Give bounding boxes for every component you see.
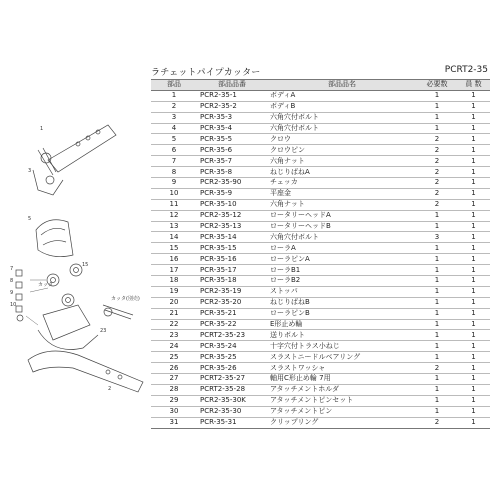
part-code: PCR-35-6	[197, 145, 267, 156]
part-name: 軸用C形止め輪 7用	[267, 374, 417, 385]
part-code: PCR-35-18	[197, 276, 267, 287]
header-name: 部品品名	[267, 80, 417, 91]
quantity: 1	[457, 341, 490, 352]
part-name: クロウ	[267, 134, 417, 145]
required-count: 1	[417, 286, 457, 297]
quantity: 1	[457, 134, 490, 145]
part-code: PCR2-35-19	[197, 286, 267, 297]
table-header-row	[151, 80, 490, 91]
part-code: PCR-35-10	[197, 199, 267, 210]
table-row	[151, 210, 490, 221]
part-number: 11	[151, 199, 197, 210]
quantity: 1	[457, 123, 490, 134]
table-row	[151, 188, 490, 199]
header-qty: 員 数	[457, 80, 490, 91]
table-row	[151, 178, 490, 189]
quantity: 1	[457, 374, 490, 385]
svg-text:8: 8	[10, 278, 14, 284]
quantity: 1	[457, 178, 490, 189]
quantity: 1	[457, 145, 490, 156]
required-count: 1	[417, 101, 457, 112]
part-number: 5	[151, 134, 197, 145]
part-number: 24	[151, 341, 197, 352]
part-code: PCR-35-24	[197, 341, 267, 352]
table-row	[151, 374, 490, 385]
svg-text:9: 9	[10, 290, 14, 296]
part-number: 6	[151, 145, 197, 156]
required-count: 1	[417, 319, 457, 330]
required-count: 1	[417, 384, 457, 395]
part-name: ボディA	[267, 90, 417, 101]
body-a-part	[48, 125, 116, 172]
document-title: ラチェットパイプカッター	[151, 68, 261, 78]
part-number: 15	[151, 243, 197, 254]
table-row	[151, 406, 490, 417]
part-name: アタッチメントピン	[267, 406, 417, 417]
quantity: 1	[457, 243, 490, 254]
part-name: ローラB2	[267, 276, 417, 287]
parts-table	[151, 79, 490, 429]
required-count: 1	[417, 90, 457, 101]
part-name: チェッカ	[267, 178, 417, 189]
exploded-parts-diagram	[8, 120, 148, 420]
table-row	[151, 112, 490, 123]
required-count: 1	[417, 243, 457, 254]
table-row	[151, 145, 490, 156]
quantity: 1	[457, 297, 490, 308]
table-row	[151, 134, 490, 145]
part-number: 12	[151, 210, 197, 221]
part-name: クロウピン	[267, 145, 417, 156]
svg-text:10: 10	[10, 302, 17, 308]
svg-text:1: 1	[40, 126, 44, 132]
part-number: 9	[151, 178, 197, 189]
part-name: 六角穴付ボルト	[267, 123, 417, 134]
required-count: 1	[417, 221, 457, 232]
part-code: PCR-35-15	[197, 243, 267, 254]
quantity: 1	[457, 90, 490, 101]
part-name: ロータリーヘッドA	[267, 210, 417, 221]
required-count: 1	[417, 374, 457, 385]
part-number: 4	[151, 123, 197, 134]
table-row	[151, 254, 490, 265]
part-code: PCR-35-9	[197, 188, 267, 199]
required-count: 1	[417, 210, 457, 221]
part-code: PCR2-35-1	[197, 90, 267, 101]
part-number: 17	[151, 265, 197, 276]
part-code: PCR2-35-30K	[197, 395, 267, 406]
required-count: 1	[417, 341, 457, 352]
part-number: 8	[151, 167, 197, 178]
cutter-label: カッタ	[38, 282, 53, 288]
table-row	[151, 276, 490, 287]
part-number: 10	[151, 188, 197, 199]
part-number: 7	[151, 156, 197, 167]
required-count: 2	[417, 134, 457, 145]
svg-text:7: 7	[10, 266, 14, 272]
part-code: PCR-35-21	[197, 308, 267, 319]
required-count: 2	[417, 199, 457, 210]
quantity: 1	[457, 417, 490, 428]
part-number: 21	[151, 308, 197, 319]
table-row	[151, 286, 490, 297]
quantity: 1	[457, 308, 490, 319]
part-code: PCR-35-17	[197, 265, 267, 276]
required-count: 2	[417, 188, 457, 199]
part-name: アタッチメントピンセット	[267, 395, 417, 406]
part-code: PCR-35-4	[197, 123, 267, 134]
table-row	[151, 199, 490, 210]
required-count: 1	[417, 352, 457, 363]
quantity: 1	[457, 286, 490, 297]
svg-text:23: 23	[100, 328, 107, 334]
table-row	[151, 417, 490, 428]
part-number: 19	[151, 286, 197, 297]
model-number: PCRT2-35	[444, 65, 488, 75]
part-name: スラストニードルベアリング	[267, 352, 417, 363]
parts-table-body	[151, 90, 490, 428]
handle-part	[28, 351, 143, 392]
part-number: 2	[151, 101, 197, 112]
table-row	[151, 330, 490, 341]
part-code: PCR-35-5	[197, 134, 267, 145]
quantity: 1	[457, 276, 490, 287]
body-b-part	[43, 305, 90, 340]
table-row	[151, 123, 490, 134]
table-row	[151, 90, 490, 101]
part-number: 23	[151, 330, 197, 341]
table-row	[151, 297, 490, 308]
part-name: ストッパ	[267, 286, 417, 297]
table-row	[151, 243, 490, 254]
quantity: 1	[457, 156, 490, 167]
part-number: 13	[151, 221, 197, 232]
table-row	[151, 384, 490, 395]
required-count: 1	[417, 112, 457, 123]
part-code: PCR-35-25	[197, 352, 267, 363]
required-count: 1	[417, 254, 457, 265]
cutter-note-label: カッタ(別売)	[111, 296, 140, 302]
part-name: アタッチメントホルダ	[267, 384, 417, 395]
quantity: 1	[457, 330, 490, 341]
part-name: スラストワッシャ	[267, 363, 417, 374]
table-row	[151, 352, 490, 363]
part-name: 六角穴付ボルト	[267, 232, 417, 243]
part-code: PCRT2-35-28	[197, 384, 267, 395]
required-count: 2	[417, 178, 457, 189]
part-name: ねじりばねA	[267, 167, 417, 178]
part-code: PCR-35-8	[197, 167, 267, 178]
quantity: 1	[457, 395, 490, 406]
part-code: PCR-35-26	[197, 363, 267, 374]
part-name: ローラピンA	[267, 254, 417, 265]
part-number: 28	[151, 384, 197, 395]
required-count: 2	[417, 417, 457, 428]
part-name: 六角穴付ボルト	[267, 112, 417, 123]
quantity: 1	[457, 265, 490, 276]
part-name: ローラピンB	[267, 308, 417, 319]
quantity: 1	[457, 101, 490, 112]
svg-text:3: 3	[28, 168, 32, 174]
svg-text:15: 15	[82, 262, 89, 268]
svg-text:5: 5	[28, 216, 32, 222]
part-number: 26	[151, 363, 197, 374]
part-number: 16	[151, 254, 197, 265]
part-name: クリップリング	[267, 417, 417, 428]
table-row	[151, 363, 490, 374]
part-code: PCR-35-7	[197, 156, 267, 167]
table-row	[151, 156, 490, 167]
part-name: ボディB	[267, 101, 417, 112]
part-name: ロータリーヘッドB	[267, 221, 417, 232]
part-code: PCR-35-31	[197, 417, 267, 428]
table-row	[151, 341, 490, 352]
table-row	[151, 221, 490, 232]
part-code: PCRT2-35-27	[197, 374, 267, 385]
required-count: 1	[417, 308, 457, 319]
quantity: 1	[457, 254, 490, 265]
table-row	[151, 395, 490, 406]
quantity: 1	[457, 232, 490, 243]
part-number: 27	[151, 374, 197, 385]
quantity: 1	[457, 363, 490, 374]
ratchet-head-part	[36, 220, 73, 257]
part-number: 29	[151, 395, 197, 406]
table-row	[151, 265, 490, 276]
part-number: 25	[151, 352, 197, 363]
header-no: 部品	[151, 80, 197, 91]
required-count: 1	[417, 276, 457, 287]
part-name: E形止め輪	[267, 319, 417, 330]
required-count: 1	[417, 395, 457, 406]
part-name: 十字穴付トラス小ねじ	[267, 341, 417, 352]
required-count: 1	[417, 265, 457, 276]
part-code: PCR2-35-2	[197, 101, 267, 112]
required-count: 1	[417, 330, 457, 341]
quantity: 1	[457, 167, 490, 178]
table-row	[151, 232, 490, 243]
table-row	[151, 101, 490, 112]
part-code: PCR2-35-13	[197, 221, 267, 232]
required-count: 1	[417, 123, 457, 134]
quantity: 1	[457, 199, 490, 210]
quantity: 1	[457, 221, 490, 232]
part-code: PCRT2-35-23	[197, 330, 267, 341]
required-count: 2	[417, 167, 457, 178]
quantity: 1	[457, 112, 490, 123]
table-row	[151, 319, 490, 330]
part-number: 22	[151, 319, 197, 330]
part-number: 14	[151, 232, 197, 243]
header-code: 部品品番	[197, 80, 267, 91]
svg-text:2: 2	[108, 386, 112, 392]
quantity: 1	[457, 384, 490, 395]
part-code: PCR-35-3	[197, 112, 267, 123]
part-number: 18	[151, 276, 197, 287]
part-number: 31	[151, 417, 197, 428]
quantity: 1	[457, 188, 490, 199]
required-count: 3	[417, 232, 457, 243]
quantity: 1	[457, 406, 490, 417]
table-row	[151, 167, 490, 178]
part-code: PCR2-35-30	[197, 406, 267, 417]
part-number: 20	[151, 297, 197, 308]
part-code: PCR2-35-90	[197, 178, 267, 189]
quantity: 1	[457, 319, 490, 330]
part-number: 3	[151, 112, 197, 123]
required-count: 2	[417, 156, 457, 167]
header-required: 必要数	[417, 80, 457, 91]
part-name: 送りボルト	[267, 330, 417, 341]
required-count: 1	[417, 406, 457, 417]
part-name: 平座金	[267, 188, 417, 199]
quantity: 1	[457, 352, 490, 363]
part-code: PCR2-35-12	[197, 210, 267, 221]
quantity: 1	[457, 210, 490, 221]
required-count: 1	[417, 297, 457, 308]
part-name: 六角ナット	[267, 199, 417, 210]
part-number: 30	[151, 406, 197, 417]
part-name: ねじりばねB	[267, 297, 417, 308]
part-code: PCR2-35-20	[197, 297, 267, 308]
part-name: 六角ナット	[267, 156, 417, 167]
part-name: ローラB1	[267, 265, 417, 276]
table-row	[151, 308, 490, 319]
part-name: ローラA	[267, 243, 417, 254]
required-count: 2	[417, 363, 457, 374]
part-code: PCR-35-14	[197, 232, 267, 243]
part-code: PCR-35-16	[197, 254, 267, 265]
required-count: 2	[417, 145, 457, 156]
part-number: 1	[151, 90, 197, 101]
part-code: PCR-35-22	[197, 319, 267, 330]
